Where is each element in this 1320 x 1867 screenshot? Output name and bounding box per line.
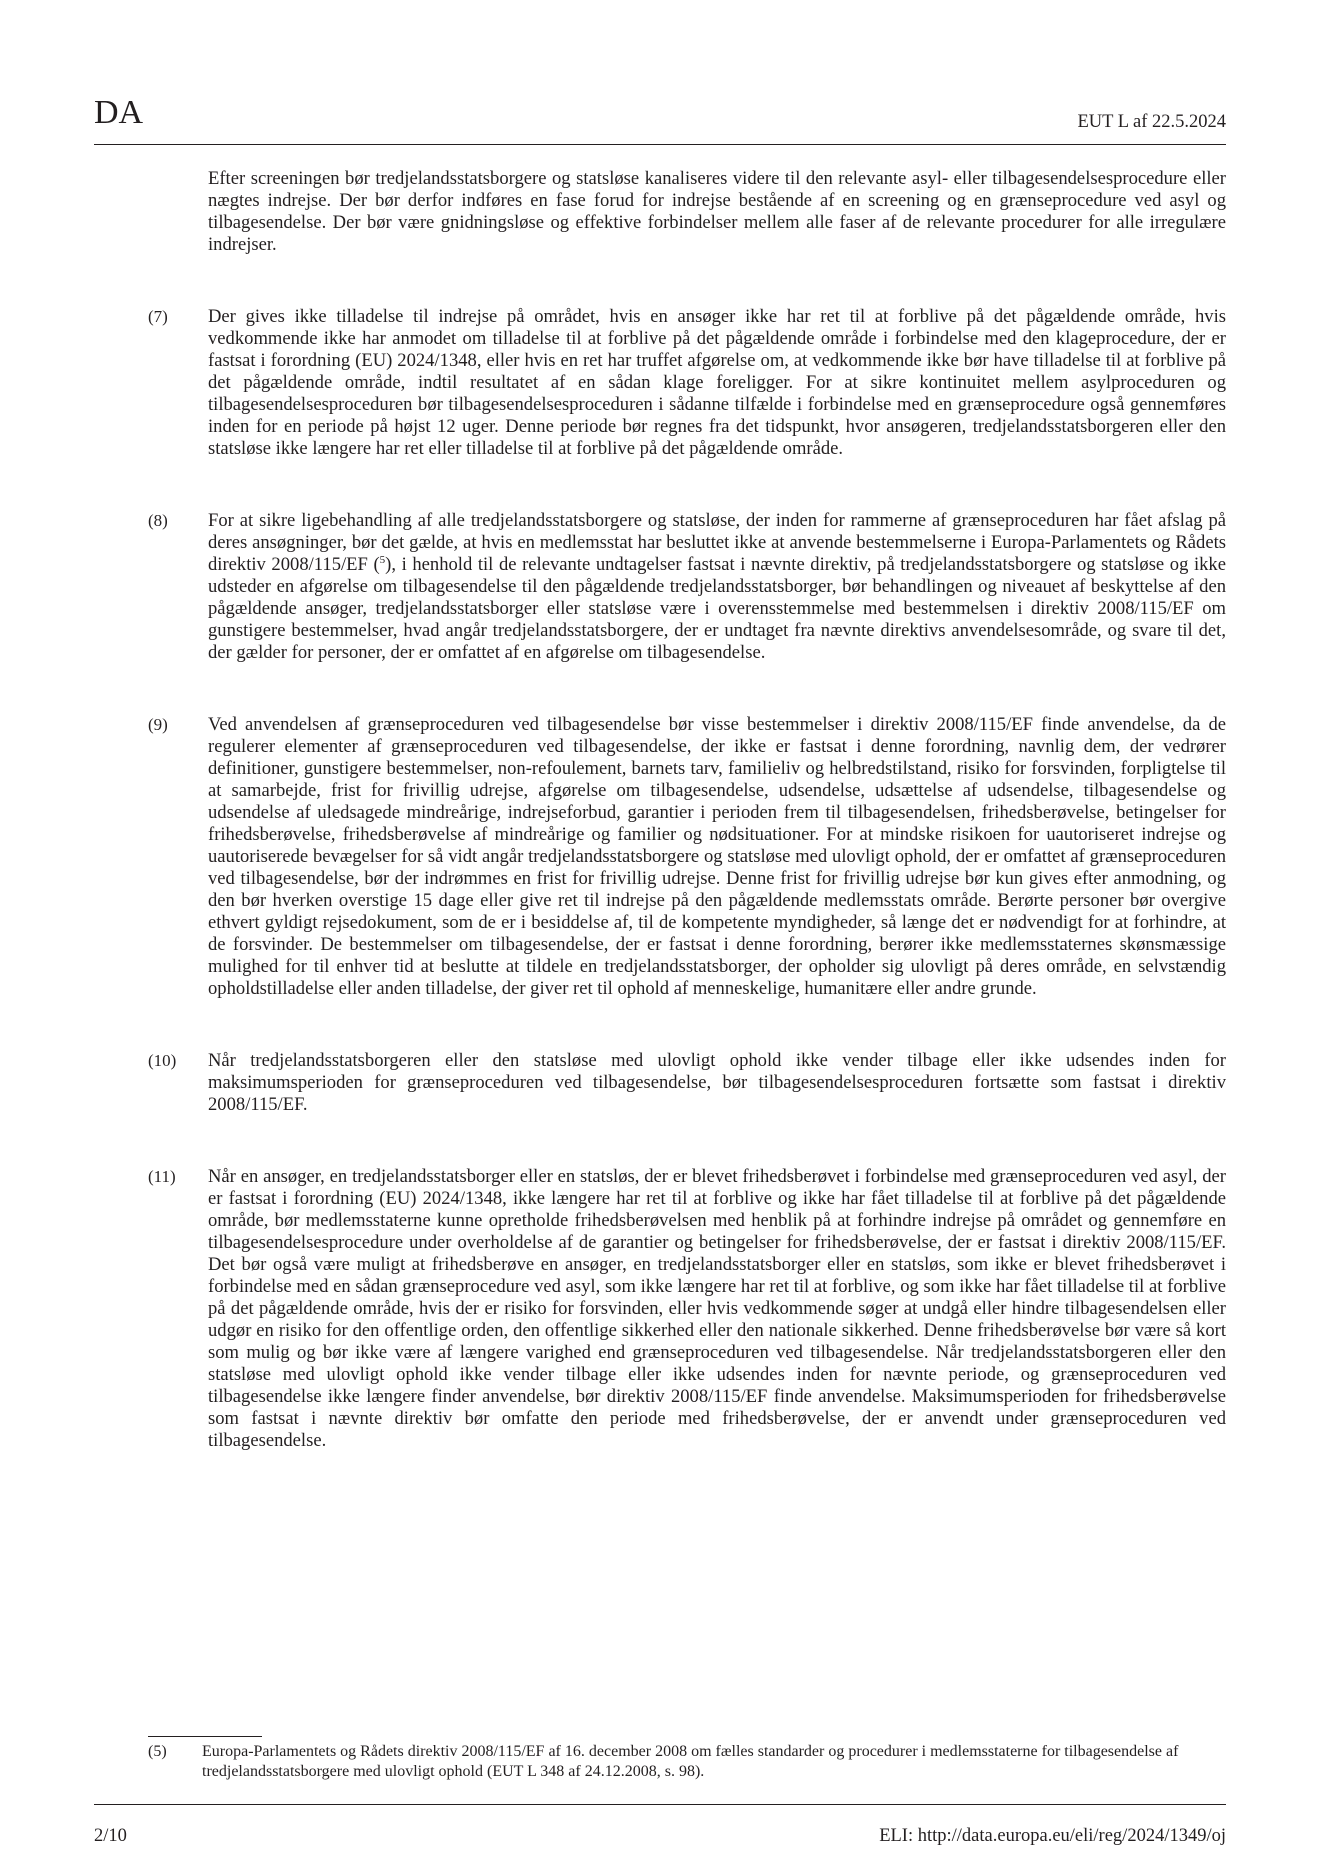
recital-7 — [94, 306, 1226, 460]
intro-paragraph: Efter screeningen bør tredjelandsstatsborgere og statsløse kanaliseres videre til den relevante asyl- eller tilbagesendelsesprocedure eller nægtes indrejse. Der bør derfor indføres en fase forud for indrejse bestående af en screening og en grænseprocedure ved asyl og tilbagesendelse. Der bør være gnidningsløse og effektive forbindelser mellem alle faser af de relevante procedurer for alle irregulære indrejser. — [208, 168, 1226, 255]
header-rule — [94, 144, 1226, 145]
eli-link[interactable]: ELI: http://data.europa.eu/eli/reg/2024/1349/oj — [879, 1826, 1226, 1846]
recital-text: Når en ansøger, en tredjelandsstatsborger eller en statsløs, der er blevet frihedsberøvet i forbindelse med grænseproceduren ved asyl, der er fastsat i forordning (EU) 2024/1348, ikke længere har ret til at forblive og ikke har fået tilladelse til at forblive på det pågældende område, bør medlemsstaterne kunne opretholde frihedsberøvelsen med henblik på at forhindre indrejse på området og gennemføre en tilbagesendelsesprocedure under overholdelse af de garantier og betingelser for frihedsberøvelse, der er fastsat i direktiv 2008/115/EF. Det bør også være muligt at frihedsberøve en ansøger, en tredjelandsstatsborger eller en statsløs, som ikke er blevet frihedsberøvet i forbindelse med en sådan grænseprocedure ved asyl, som ikke længere har ret til at forblive, og som ikke har fået tilladelse til at forblive på det pågældende område, hvis der er risiko for forsvinden, eller hvis vedkommende søger at undgå eller hindre tilbagesendelsen eller udgør en risiko for den offentlige orden, den offentlige sikkerhed eller den nationale sikkerhed. Denne frihedsberøvelse bør være så kort som mulig og bør ikke være af længere varighed end grænseproceduren ved tilbagesendelse. Når tredjelandsstatsborgeren eller den statsløse med ulovligt ophold ikke vender tilbage eller ikke udsendes inden for nævnte periode, og grænseproceduren ved tilbagesendelse ikke længere finder anvendelse, bør direktiv 2008/115/EF finde anvendelse. Maksimumsperioden for frihedsberøvelse som fastsat i nævnte direktiv bør omfatte den periode med frihedsberøvelse, der er anvendt under grænseproceduren ved tilbagesendelse. — [208, 1166, 1226, 1451]
footnote-text: Europa-Parlamentets og Rådets direktiv 2008/115/EF af 16. december 2008 om fælles standarder og procedurer i medlemsstaterne for tilbagesendelse af tredjelandsstatsborgere med ulovligt ophold (EUT L 348 af 24.12.2008, s. 98). — [202, 1743, 1179, 1780]
recital-text: For at sikre ligebehandling af alle tredjelandsstatsborgere og statsløse, der inden for rammerne af grænseproceduren har fået afslag på deres ansøgninger, bør det gælde, at hvis en medlemsstat har besluttet ikke at anvende bestemmelserne i Europa-Parlamentets og Rådets direktiv 2008/115/EF ( — [208, 510, 1226, 575]
recital-11 — [94, 1166, 1226, 1452]
recital-10 — [94, 1050, 1226, 1116]
language-code: DA — [94, 94, 144, 131]
footnote-separator — [148, 1736, 262, 1737]
recital-number: (10) — [148, 1051, 177, 1070]
footer-rule — [94, 1804, 1226, 1805]
footnote-number: (5) — [148, 1743, 167, 1760]
recital-text: Når tredjelandsstatsborgeren eller den statsløse med ulovligt ophold ikke vender tilbage eller ikke udsendes inden for maksimumsperioden for grænseproceduren ved tilbagesendelse, bør tilbagesendelsesproceduren fortsætte som fastsat i direktiv 2008/115/EF. — [208, 1050, 1226, 1115]
recital-text: Der gives ikke tilladelse til indrejse på området, hvis en ansøger ikke har ret til at forblive på det pågældende område, hvis vedkommende ikke har anmodet om tilladelse til at forblive på det pågældende område i forbindelse med den klageprocedure, der er fastsat i forordning (EU) 2024/1348, eller hvis en ret har truffet afgørelse om, at vedkommende ikke bør have tilladelse til at forblive på det pågældende område, indtil resultatet af en sådan klage foreligger. For at sikre kontinuitet mellem asylproceduren og tilbagesendelsesproceduren bør tilbagesendelsesproceduren i sådanne tilfælde i forbindelse med en grænseprocedure også gennemføres inden for en periode på højst 12 uger. Denne periode bør regnes fra det tidspunkt, hvor ansøgeren, tredjelandsstatsborgeren eller den statsløse ikke længere har ret eller tilladelse til at forblive på det pågældende område. — [208, 306, 1226, 459]
recital-number: (11) — [148, 1167, 176, 1186]
footnote — [94, 1742, 1226, 1782]
footnote-reference[interactable]: 5 — [379, 553, 386, 566]
document-body — [94, 168, 1226, 1452]
recital-8 — [94, 510, 1226, 664]
recital-text: Ved anvendelsen af grænseproceduren ved tilbagesendelse bør visse bestemmelser i direktiv 2008/115/EF finde anvendelse, da de regulerer elementer af grænseproceduren ved tilbagesendelse, der ikke er fastsat i denne forordning, navnlig dem, der vedrører definitioner, gunstigere bestemmelser, non-refoulement, barnets tarv, familieliv og helbredstilstand, risiko for forsvinden, forpligtelse til at samarbejde, frist for frivillig udrejse, afgørelse om tilbagesendelse, udsendelse, udsættelse af udsendelse, tilbagesendelse og udsendelse af uledsagede mindreårige, indrejseforbud, garantier i perioden frem til tilbagesendelsen, frihedsberøvelse, betingelser for frihedsberøvelse, frihedsberøvelse af mindreårige og familier og nødsituationer. For at mindske risikoen for uautoriseret indrejse og uautoriserede bevægelser for så vidt angår tredjelandsstatsborgere og statsløse med ulovligt ophold, der er omfattet af grænseproceduren ved tilbagesendelse, bør der indrømmes en frist for frivillig udrejse. Denne frist for frivillig udrejse bør kun gives efter anmodning, og den bør hverken overstige 15 dage eller give ret til indrejse på den pågældende medlemsstats område. Berørte personer bør overgive ethvert gyldigt rejsedokument, som de er i besiddelse af, til de kompetente myndigheder, så længe det er nødvendigt for at forhindre, at de forsvinder. De bestemmelser om tilbagesendelse, der er fastsat i denne forordning, berører ikke medlemsstaternes skønsmæssige mulighed for til enhver tid at beslutte at tildele en tredjelandsstatsborger, der opholder sig ulovligt på deres område, en selvstændig opholdstilladelse eller anden tilladelse, der giver ret til ophold af menneskelige, humanitære eller andre grunde. — [208, 714, 1226, 999]
recital-number: (8) — [148, 511, 168, 530]
recital-number: (7) — [148, 307, 168, 326]
page-number: 2/10 — [94, 1826, 127, 1846]
recital-number: (9) — [148, 715, 168, 734]
recital-9 — [94, 714, 1226, 1000]
journal-reference: EUT L af 22.5.2024 — [1077, 112, 1226, 132]
recital-text-cont: ), i henhold til de relevante undtagelser fastsat i nævnte direktiv, på tredjelandsstatsborgere og statsløse og ikke udsteder en afgørelse om tilbagesendelse til den pågældende tredjelandsstatsborger, bør behandlingen og niveauet af beskyttelse af den pågældende ansøger, tredjelandsstatsborger eller statsløse være i overensstemmelse med bestemmelsen i direktiv 2008/115/EF om gunstigere bestemmelser, hvad angår tredjelandsstatsborgere, der er undtaget fra nævnte direktivs anvendelsesområde, og svare til det, der gælder for personer, der er omfattet af en afgørelse om tilbagesendelse. — [208, 554, 1226, 663]
